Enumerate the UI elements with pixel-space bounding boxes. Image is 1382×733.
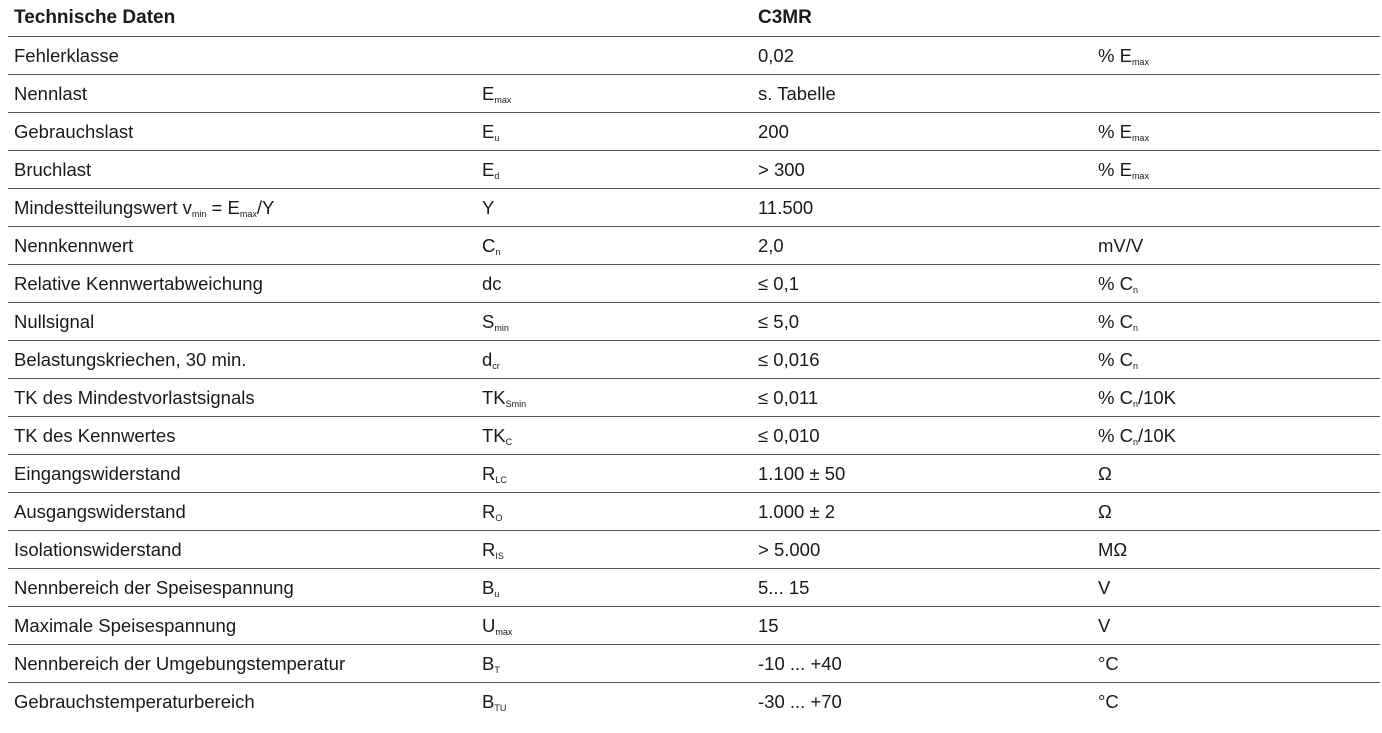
row-label <box>14 265 263 303</box>
row-value: -10 ... +40 <box>758 653 842 674</box>
row-label <box>14 569 294 607</box>
row-unit-sub: n <box>1132 323 1138 333</box>
row-unit-main: % C <box>1098 349 1133 370</box>
row-label <box>14 417 175 455</box>
row-unit-main: mV/V <box>1098 235 1144 256</box>
row-unit-main: % E <box>1098 45 1132 66</box>
table-row <box>8 75 1380 113</box>
row-symbol <box>482 455 507 493</box>
row-value: ≤ 0,010 <box>758 425 820 446</box>
row-value: 200 <box>758 121 789 142</box>
row-label-text: Ausgangswiderstand <box>14 501 186 522</box>
row-symbol <box>482 303 509 341</box>
table-row <box>8 265 1380 303</box>
row-symbol-sub: T <box>494 665 500 675</box>
row-label-text: TK des Kennwertes <box>14 425 176 446</box>
row-symbol <box>482 189 494 227</box>
row-unit <box>1098 417 1176 455</box>
row-symbol-main: U <box>482 615 496 636</box>
row-symbol-sub: n <box>495 247 501 257</box>
row-symbol-main: TK <box>482 425 506 446</box>
table-row <box>8 113 1380 151</box>
row-symbol <box>482 265 502 303</box>
tech-data-table <box>8 0 1380 720</box>
row-symbol <box>482 417 512 455</box>
row-unit-main: V <box>1098 615 1111 636</box>
row-unit-main: MΩ <box>1098 539 1128 560</box>
row-unit-suffix: /10K <box>1137 387 1177 408</box>
row-symbol-main: d <box>482 349 493 370</box>
row-symbol <box>482 531 504 569</box>
table-row <box>8 455 1380 493</box>
row-unit <box>1098 113 1149 151</box>
row-unit-main: % C <box>1098 425 1133 446</box>
row-unit <box>1098 227 1143 265</box>
row-label-sub: min <box>191 209 207 219</box>
table-row <box>8 493 1380 531</box>
row-unit <box>1098 379 1176 417</box>
row-label-sub2: max <box>239 209 257 219</box>
row-value: 11.500 <box>758 197 814 218</box>
row-value: ≤ 5,0 <box>758 311 800 332</box>
row-symbol-main: C <box>482 235 496 256</box>
row-symbol-sub: O <box>495 513 503 523</box>
row-value: > 300 <box>758 159 805 180</box>
row-unit <box>1098 151 1149 189</box>
row-symbol <box>482 569 499 607</box>
row-label <box>14 341 246 379</box>
row-unit-main: % E <box>1098 159 1132 180</box>
row-symbol-sub: u <box>494 589 500 599</box>
row-symbol-sub: u <box>494 133 500 143</box>
row-label-text: Bruchlast <box>14 159 92 180</box>
row-value: 1.000 ± 2 <box>758 501 836 522</box>
row-symbol-sub: max <box>495 627 513 637</box>
row-unit <box>1098 37 1149 75</box>
table-row <box>8 151 1380 189</box>
row-symbol-main: S <box>482 311 495 332</box>
row-value: ≤ 0,1 <box>758 273 800 294</box>
row-symbol-sub: Smin <box>505 399 527 409</box>
row-unit-main: Ω <box>1098 463 1112 484</box>
table-row <box>8 607 1380 645</box>
row-value: -30 ... +70 <box>758 691 842 712</box>
row-label <box>14 227 133 265</box>
row-unit-sub: n <box>1132 285 1138 295</box>
row-symbol-sub: d <box>494 171 500 181</box>
row-label <box>14 113 133 151</box>
row-unit-sub: max <box>1131 133 1149 143</box>
row-symbol-sub: cr <box>492 361 500 371</box>
row-value: > 5.000 <box>758 539 821 560</box>
row-unit-main: % C <box>1098 311 1133 332</box>
row-unit <box>1098 303 1138 341</box>
row-symbol-sub: max <box>494 95 512 105</box>
header-label: Technische Daten <box>14 7 176 28</box>
row-label-text: Fehlerklasse <box>14 45 119 66</box>
row-label-text: Nullsignal <box>14 311 95 332</box>
table-row <box>8 303 1380 341</box>
row-symbol <box>482 379 526 417</box>
table-row <box>8 569 1380 607</box>
row-symbol <box>482 151 499 189</box>
row-symbol <box>482 227 500 265</box>
row-symbol-sub: IS <box>495 551 504 561</box>
row-unit-main: °C <box>1098 691 1119 712</box>
row-unit <box>1098 493 1112 531</box>
row-symbol <box>482 341 500 379</box>
table-row <box>8 645 1380 683</box>
row-unit <box>1098 683 1119 721</box>
row-symbol <box>482 645 500 683</box>
row-symbol-main: R <box>482 539 496 560</box>
table-row <box>8 227 1380 265</box>
row-symbol-sub: min <box>494 323 509 333</box>
row-unit-main: Ω <box>1098 501 1112 522</box>
row-label-text: Relative Kennwertabweichung <box>14 273 263 294</box>
row-value: ≤ 0,011 <box>758 387 819 408</box>
row-symbol <box>482 607 512 645</box>
row-value: s. Tabelle <box>758 83 836 104</box>
row-unit <box>1098 569 1110 607</box>
table-row <box>8 683 1380 720</box>
row-unit <box>1098 645 1119 683</box>
row-label-text: TK des Mindestvorlastsignals <box>14 387 255 408</box>
row-unit-main: % C <box>1098 273 1133 294</box>
row-label <box>14 189 274 227</box>
row-unit-main: °C <box>1098 653 1119 674</box>
row-label-text: Nennbereich der Umgebungstemperatur <box>14 653 346 674</box>
row-symbol-main: E <box>482 83 495 104</box>
table-header-row <box>8 0 1380 37</box>
row-value: 2,0 <box>758 235 784 256</box>
row-label <box>14 683 255 721</box>
row-label <box>14 303 94 341</box>
row-symbol-main: E <box>482 159 495 180</box>
row-symbol <box>482 113 499 151</box>
row-value: 5... 15 <box>758 577 810 598</box>
row-symbol-main: R <box>482 501 496 522</box>
table-row <box>8 531 1380 569</box>
row-label <box>14 607 236 645</box>
row-symbol <box>482 75 511 113</box>
row-symbol <box>482 683 506 721</box>
row-label <box>14 493 186 531</box>
row-unit <box>1098 265 1138 303</box>
row-symbol-main: dc <box>482 273 502 294</box>
row-symbol-main: E <box>482 121 495 142</box>
row-label-text: Gebrauchslast <box>14 121 134 142</box>
row-label <box>14 379 255 417</box>
table-row <box>8 341 1380 379</box>
row-label <box>14 455 181 493</box>
row-symbol-sub: C <box>505 437 513 447</box>
row-label-mid: = E <box>206 197 240 218</box>
row-unit-sub: n <box>1132 437 1138 447</box>
row-label-text: Isolationswiderstand <box>14 539 182 560</box>
row-unit <box>1098 531 1127 569</box>
row-label-end: /Y <box>256 197 275 218</box>
row-label-text: Nennbereich der Speisespannung <box>14 577 294 598</box>
table-body <box>8 37 1380 720</box>
row-label <box>14 37 119 75</box>
row-unit-suffix: /10K <box>1137 425 1177 446</box>
table-row <box>8 379 1380 417</box>
row-unit-sub: max <box>1131 171 1149 181</box>
row-value: 0,02 <box>758 45 795 66</box>
row-label-text: Nennlast <box>14 83 88 104</box>
row-label <box>14 151 91 189</box>
row-label <box>14 531 182 569</box>
row-symbol-main: B <box>482 691 495 712</box>
table-row <box>8 189 1380 227</box>
row-unit <box>1098 455 1112 493</box>
row-label <box>14 75 87 113</box>
row-value: 15 <box>758 615 779 636</box>
row-symbol <box>482 493 502 531</box>
row-symbol-sub: LC <box>495 475 507 485</box>
header-model: C3MR <box>758 7 812 28</box>
row-label-text: Gebrauchstemperaturbereich <box>14 691 255 712</box>
row-label-text: Mindestteilungswert v <box>14 197 192 218</box>
row-symbol-main: Y <box>482 197 495 218</box>
row-value: 1.100 ± 50 <box>758 463 846 484</box>
row-symbol-main: B <box>482 577 495 598</box>
row-label-text: Nennkennwert <box>14 235 134 256</box>
row-label-text: Belastungskriechen, 30 min. <box>14 349 247 370</box>
row-symbol-main: R <box>482 463 496 484</box>
row-unit-main: % E <box>1098 121 1132 142</box>
row-symbol-main: B <box>482 653 495 674</box>
row-label-text: Maximale Speisespannung <box>14 615 237 636</box>
row-unit <box>1098 341 1138 379</box>
table-row <box>8 417 1380 455</box>
row-value: ≤ 0,016 <box>758 349 820 370</box>
table-row <box>8 37 1380 75</box>
row-symbol-sub: TU <box>494 703 507 713</box>
row-unit-sub: max <box>1131 57 1149 67</box>
row-label <box>14 645 345 683</box>
row-unit-main: V <box>1098 577 1111 598</box>
row-unit-sub: n <box>1132 361 1138 371</box>
row-symbol-main: TK <box>482 387 506 408</box>
row-unit-main: % C <box>1098 387 1133 408</box>
row-unit-sub: n <box>1132 399 1138 409</box>
row-label-text: Eingangswiderstand <box>14 463 181 484</box>
row-unit <box>1098 607 1110 645</box>
